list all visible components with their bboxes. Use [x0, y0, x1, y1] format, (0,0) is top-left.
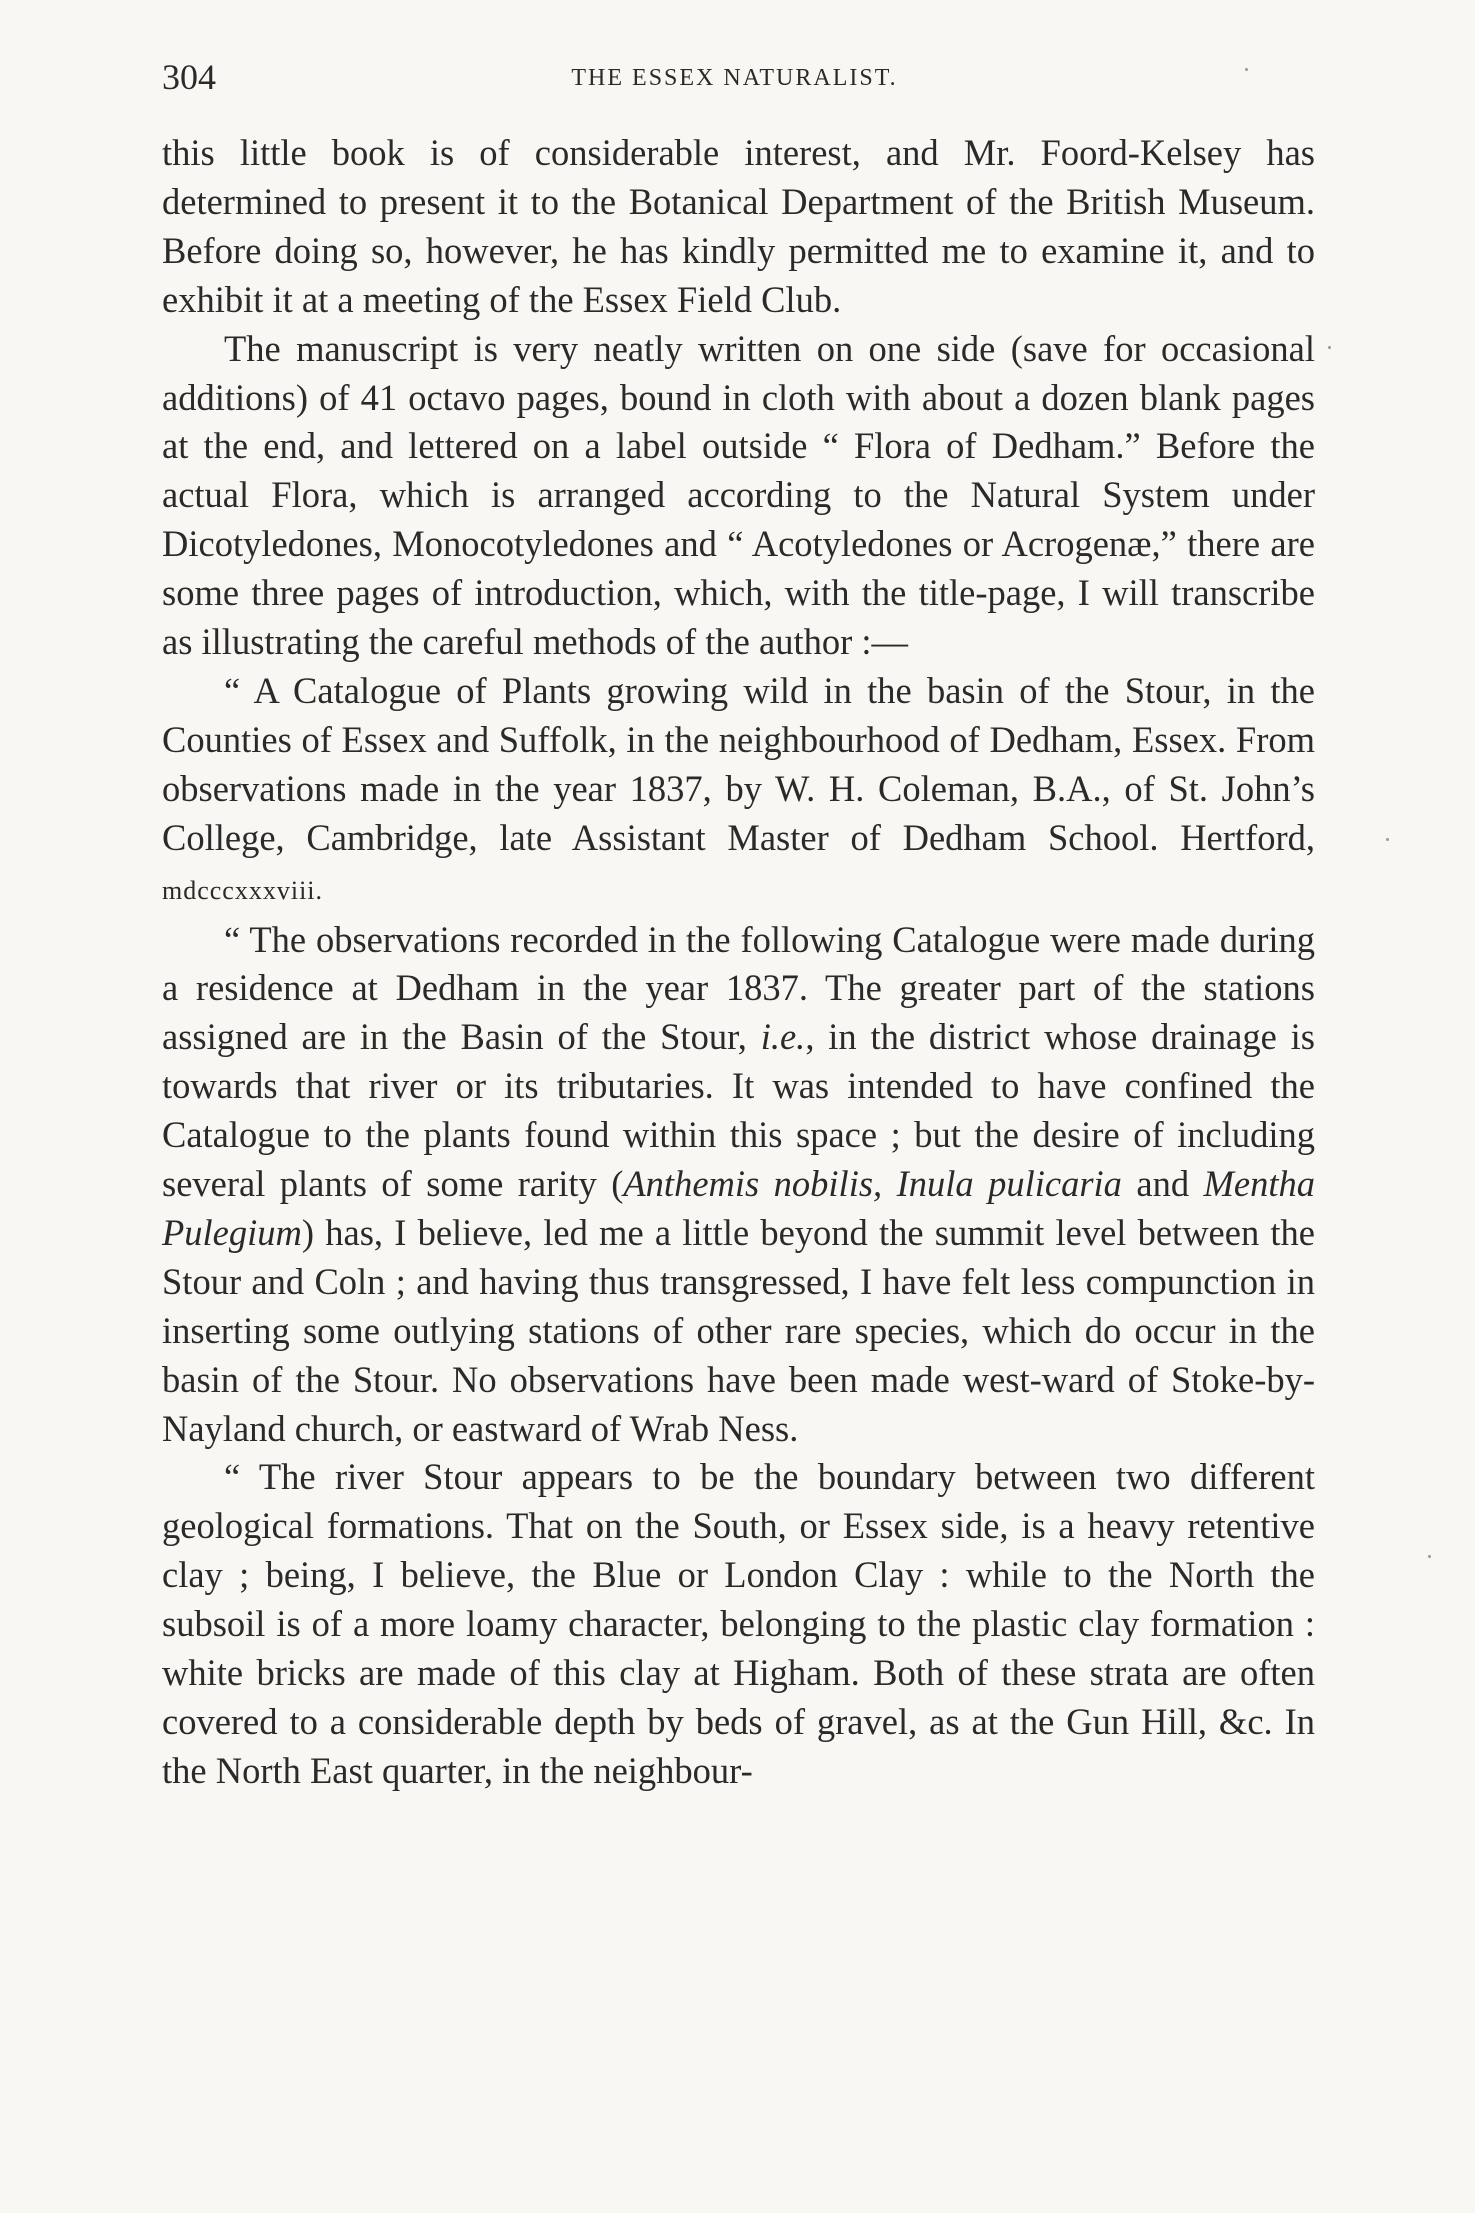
roman-numeral-date: mdcccxxxviii. — [162, 875, 324, 905]
italic-species-name: Mentha Pulegium — [162, 1163, 1316, 1253]
text-span: , in the district whose drainage is towards that river or its tributaries. It was intended to have confined the Catalogue to the plants found within this space ; but the desire of including several plants of some rarity ( — [162, 1016, 1315, 1205]
italic-span: i.e. — [760, 1016, 806, 1058]
paragraph-continuation: this little book is of considerable interest, and Mr. Foord-Kelsey has determined to present it to the Botanical Department of the British Museum. Before doing so, however, he has kindly permitted me to examine it, and to exhibit it at a meeting of the Essex Field Club. — [162, 132, 1315, 320]
italic-species-names: Anthemis nobilis, Inula pulicaria — [623, 1163, 1122, 1205]
text-span: and — [1121, 1163, 1204, 1205]
paper-speck — [1428, 1555, 1431, 1558]
paper-speck — [1245, 68, 1248, 71]
text-span: “ The observations recorded in the following Catalogue were made during a residence at Dedham in the year 1837. The greater part of the stations assigned are in the Basin of the Stour, — [162, 918, 1315, 1058]
paper-speck — [1386, 838, 1389, 841]
paragraph-geology: “ The river Stour appears to be the boundary between two different geological formations. That on the South, or Essex side, is a heavy retentive clay ; being, I believe, the Blue or London Clay : while to the North the subsoil is of a more loamy character, belonging to the plastic clay formation : white bricks are made of this clay at Higham. Both of these strata are often covered to a considerable depth by beds of gravel, as at the Gun Hill, &c. In the North East quarter, in the neighbour- — [162, 1456, 1315, 1791]
paragraph-observations — [162, 916, 1315, 1454]
page-number: 304 — [162, 57, 216, 97]
body-text — [162, 129, 1315, 1796]
catalogue-title-text: “ A Catalogue of Plants growing wild in the basin of the Stour, in the Counties of Essex and Suffolk, in the neighbourhood of Dedham, Essex. From observations made in the year 1837, by W. H. Coleman, B.A., of St. John’s College, Cambridge, late Assistant Master of Dedham School. Hertford, — [162, 669, 1315, 858]
paragraph-manuscript-description: The manuscript is very neatly written on one side (save for occasional additions) of 41 octavo pages, bound in cloth with about a dozen blank pages at the end, and lettered on a label outside “ Flora of Dedham.” Before the actual Flora, which is arranged according to the Natural System under Dicotyledones, Monocotyledones and “ Acotyledones or Acrogenæ,” there are some three pages of introduction, which, with the title-page, I will transcribe as illustrating the careful methods of the author :— — [162, 327, 1315, 663]
paper-speck — [1328, 346, 1331, 349]
paragraph-catalogue-title — [162, 667, 1315, 916]
text-span: ) has, I believe, led me a little beyond the summit level between the Stour and Coln ; and having thus transgressed, I have felt less compunction in inserting some outlying stations of other rare species, which do occur in the basin of the Stour. No observations have been made west-ward of Stoke-by-Nayland church, or eastward of Wrab Ness. — [162, 1211, 1315, 1449]
page-header — [162, 52, 1307, 102]
running-title: THE ESSEX NATURALIST. — [571, 65, 898, 91]
